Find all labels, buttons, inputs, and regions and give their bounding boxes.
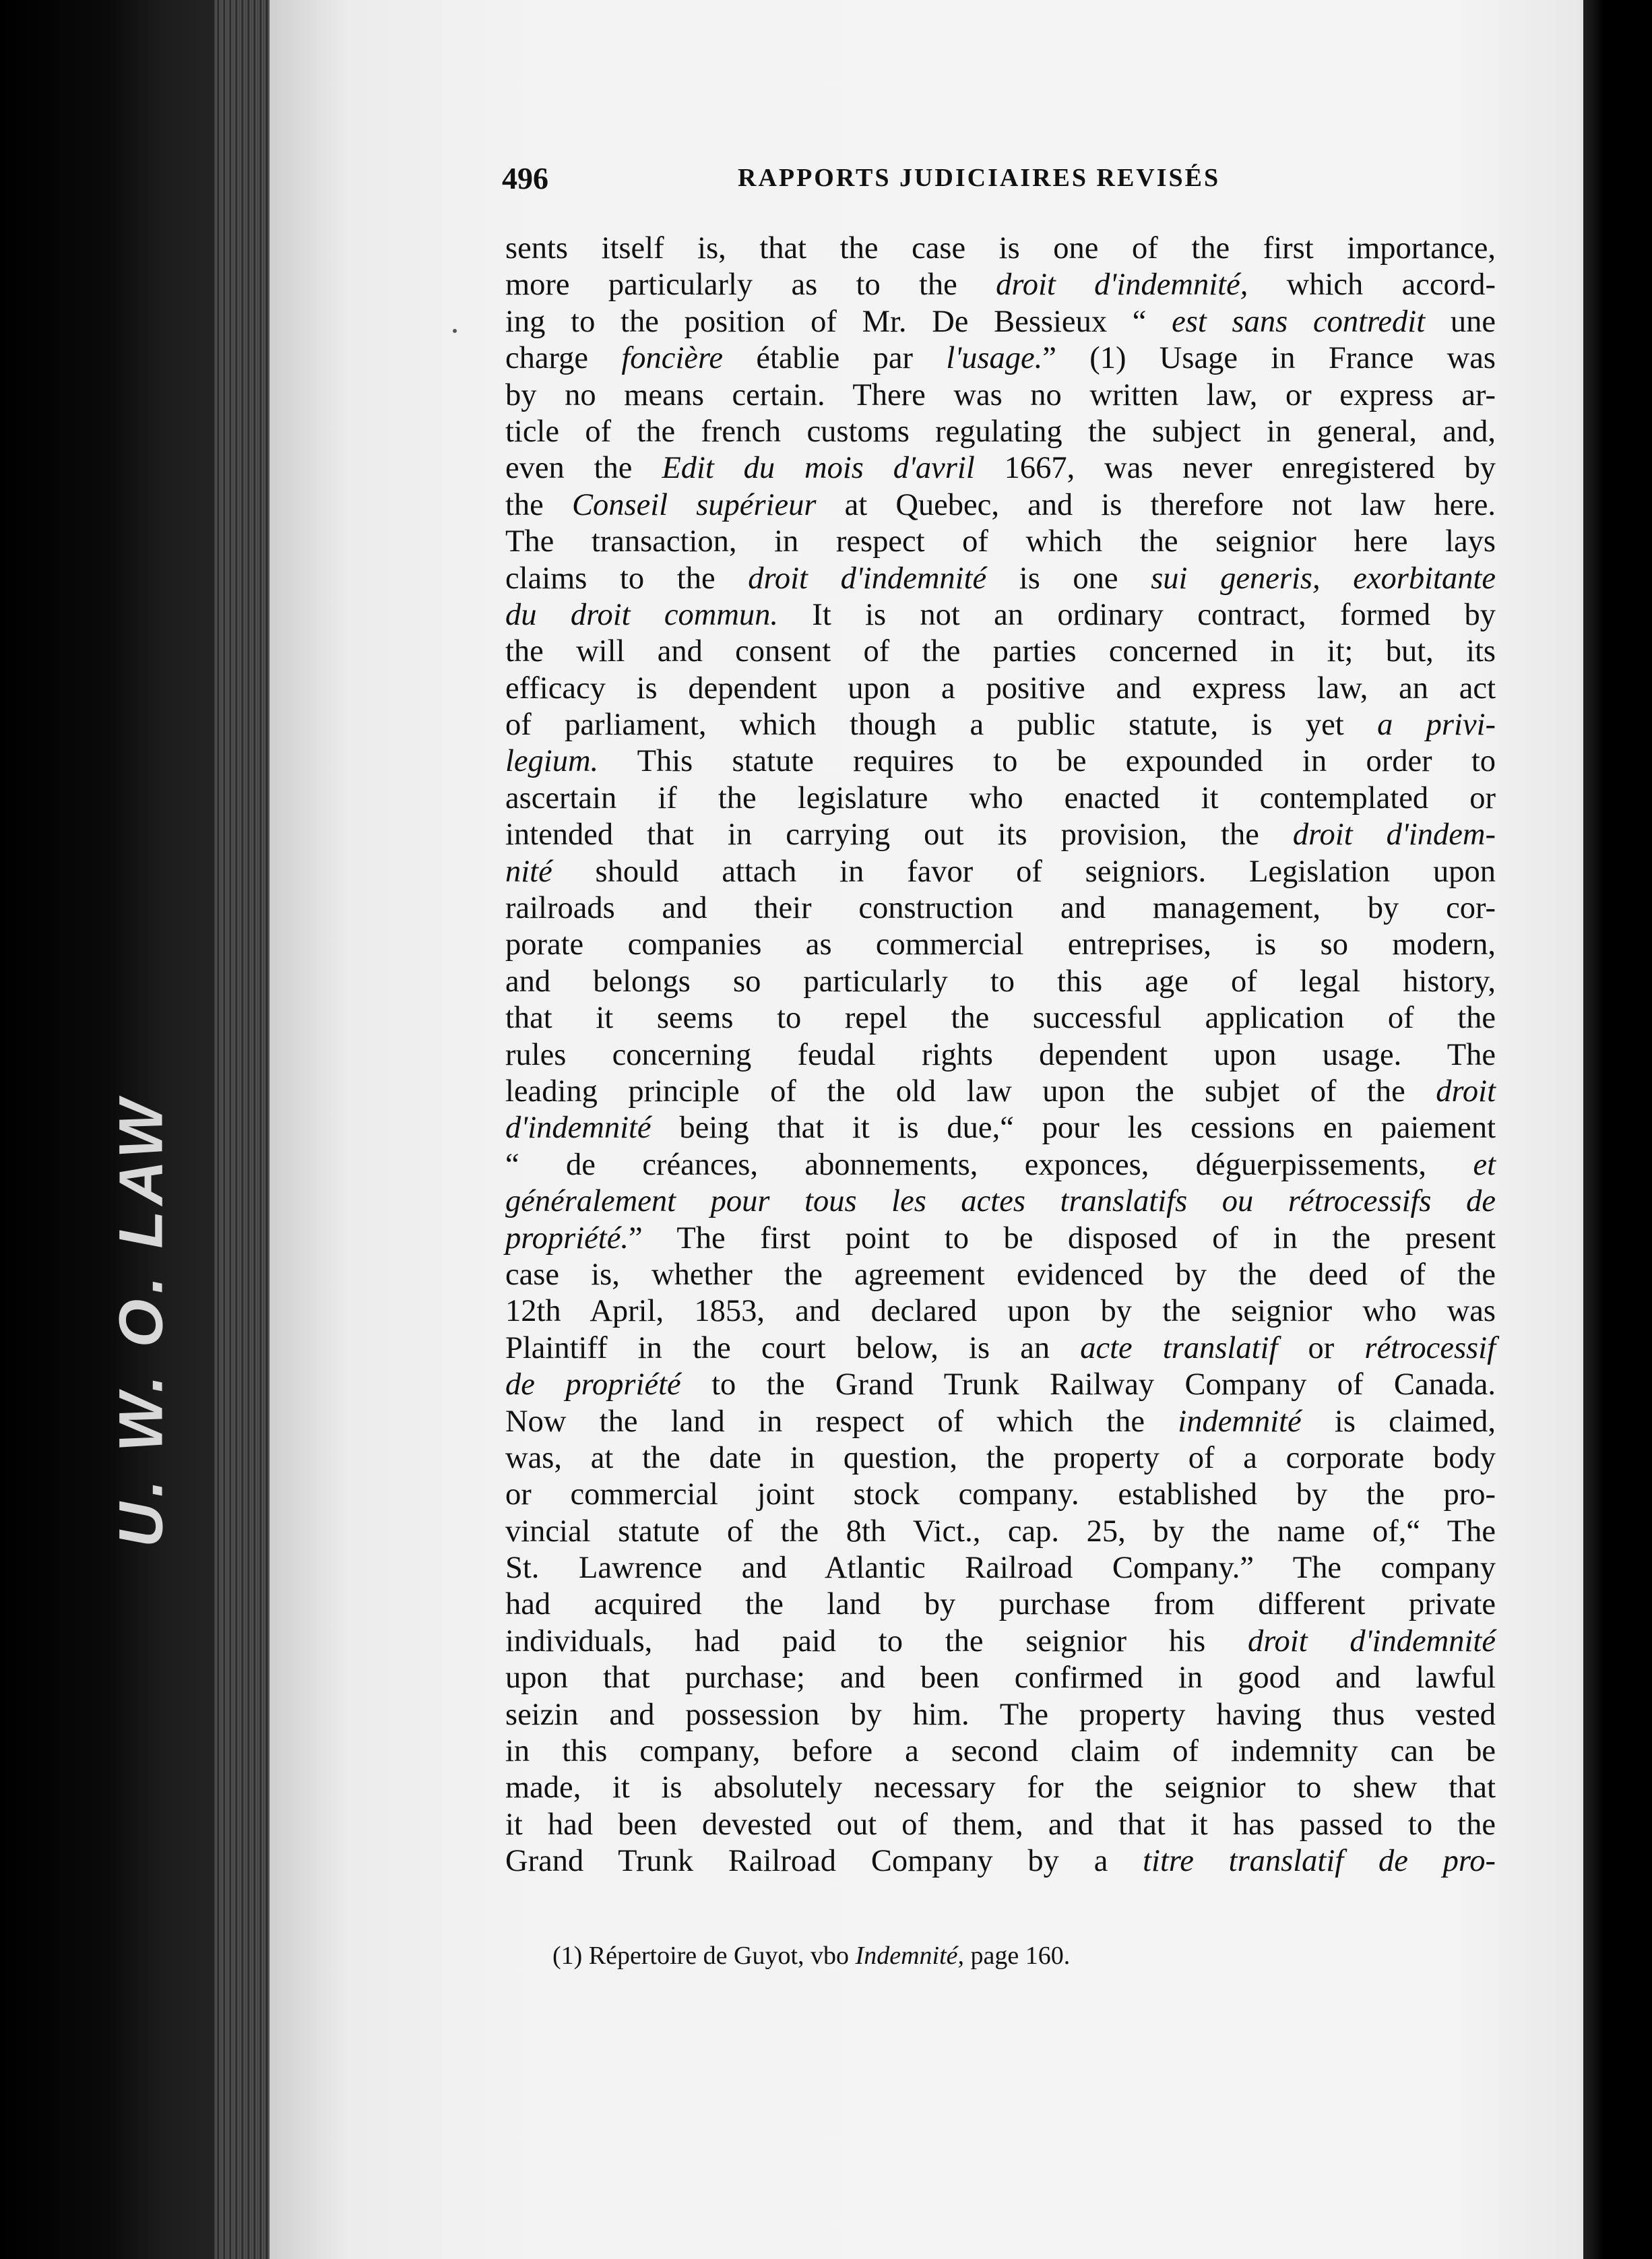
- text-run: to the Grand Trunk Railway Company of Canada.: [680, 1367, 1496, 1402]
- italic-run: Indemnité,: [855, 1942, 964, 1970]
- text-run: which accord-: [1248, 268, 1496, 303]
- italic-run: rétrocessif: [1364, 1330, 1496, 1365]
- text-line: [505, 743, 1496, 780]
- text-line: [505, 1586, 1496, 1623]
- text-run: ticle of the french customs regulating the subject in general, and,: [505, 414, 1496, 449]
- italic-run: droit d'indemnité: [748, 561, 987, 596]
- text-run: établie par: [723, 341, 947, 376]
- italic-run: de propriété: [505, 1367, 681, 1402]
- italic-run: nité: [505, 854, 552, 889]
- text-run: or commercial joint stock company. established by the pro-: [505, 1477, 1496, 1512]
- italic-run: et: [1473, 1147, 1496, 1182]
- text-line: [505, 1623, 1496, 1660]
- text-run: was, at the date in question, the property of a corporate body: [505, 1440, 1496, 1475]
- text-line: [505, 1110, 1496, 1146]
- text-run: ing to the position of Mr. De Bessieux “: [505, 304, 1172, 339]
- text-line: [505, 817, 1496, 853]
- text-line: [505, 964, 1496, 1000]
- text-run: The transaction, in respect of which the seignior here lays: [505, 524, 1496, 559]
- text-run: and belongs so particularly to this age of legal history,: [505, 964, 1496, 999]
- text-line: [505, 1807, 1496, 1843]
- text-run: claims to the: [505, 561, 749, 596]
- text-run: efficacy is dependent upon a positive and express law, an act: [505, 671, 1496, 706]
- text-run: had acquired the land by purchase from different private: [505, 1587, 1496, 1622]
- text-run: of parliament, which though a public statute, is yet: [505, 708, 1378, 743]
- text-run: Grand Trunk Railroad Company by a: [505, 1844, 1143, 1879]
- text-run: leading principle of the old law upon the subjet of the: [505, 1074, 1436, 1109]
- text-run: rules concerning feudal rights dependent upon usage. The: [505, 1037, 1496, 1072]
- text-run: ” (1) Usage in France was: [1042, 341, 1496, 376]
- text-line: [505, 524, 1496, 560]
- text-run: charge: [505, 341, 622, 376]
- footnote: [552, 1941, 1070, 1971]
- text-line: [505, 890, 1496, 927]
- text-run: is claimed,: [1301, 1404, 1496, 1439]
- text-line: [505, 1550, 1496, 1586]
- text-line: [505, 1404, 1496, 1440]
- text-run: une: [1425, 304, 1496, 339]
- text-run: intended that in carrying out its provision, the: [505, 817, 1293, 853]
- text-line: [505, 1074, 1496, 1110]
- text-run: or: [1277, 1330, 1365, 1365]
- margin-mark: [453, 329, 457, 333]
- italic-run: a privi-: [1377, 708, 1496, 743]
- italic-run: Conseil supérieur: [571, 487, 817, 522]
- text-run: 12th April, 1853, and declared upon by the seignior who was: [505, 1294, 1496, 1329]
- text-line: [505, 707, 1496, 743]
- text-line: [505, 1220, 1496, 1257]
- page-edges: [214, 0, 272, 2259]
- italic-run: sui generis, exorbitante: [1151, 561, 1496, 596]
- text-line: [505, 1367, 1496, 1403]
- italic-run: indemnité: [1178, 1404, 1302, 1439]
- text-run: seizin and possession by him. The property having thus vested: [505, 1697, 1496, 1732]
- text-line: [505, 340, 1496, 377]
- text-line: [505, 671, 1496, 707]
- text-run: the will and consent of the parties concerned in it; but, its: [505, 634, 1496, 669]
- page-header: [502, 160, 1499, 201]
- text-run: that it seems to repel the successful application of the: [505, 1001, 1496, 1036]
- text-line: [505, 450, 1496, 487]
- text-line: [505, 927, 1496, 963]
- text-run: in this company, before a second claim of indemnity can be: [505, 1734, 1496, 1769]
- spine-label: U. W. O. LAW: [106, 1094, 176, 1547]
- text-line: [505, 1514, 1496, 1550]
- italic-run: droit: [1436, 1074, 1496, 1109]
- text-run: being that it is due,“ pour les cessions en paiement: [651, 1111, 1496, 1146]
- text-run: Plaintiff in the court below, is an: [505, 1330, 1081, 1365]
- italic-run: d'indemnité: [505, 1111, 652, 1146]
- text-line: [505, 1733, 1496, 1770]
- text-run: Now the land in respect of which the: [505, 1404, 1178, 1439]
- text-run: it had been devested out of them, and that it has passed to the: [505, 1807, 1496, 1842]
- italic-run: droit d'indemnité,: [996, 268, 1248, 303]
- text-line: [505, 377, 1496, 414]
- text-run: made, it is absolutely necessary for the seignior to shew that: [505, 1770, 1496, 1805]
- text-run: even the: [505, 451, 662, 486]
- text-line: [505, 1183, 1496, 1220]
- italic-run: acte translatif: [1080, 1330, 1278, 1365]
- italic-run: propriété.: [505, 1220, 629, 1256]
- text-line: [505, 633, 1496, 670]
- italic-run: l'usage.: [946, 341, 1043, 376]
- text-line: [505, 780, 1496, 817]
- text-line: [505, 1293, 1496, 1330]
- text-line: [505, 1843, 1496, 1880]
- text-line: [505, 1477, 1496, 1513]
- text-run: porate companies as commercial entreprises, is so modern,: [505, 927, 1496, 962]
- text-run: by no means certain. There was no written law, or express ar-: [505, 377, 1496, 412]
- text-run: It is not an ordinary contract, formed by: [778, 597, 1496, 632]
- text-line: [505, 1330, 1496, 1367]
- italic-run: du droit commun.: [505, 597, 779, 632]
- text-line: [505, 1660, 1496, 1696]
- text-run: sents itself is, that the case is one of the first importance,: [505, 231, 1496, 266]
- text-run: should attach in favor of seigniors. Legislation upon: [552, 854, 1496, 889]
- text-run: ” The first point to be disposed of in the present: [628, 1220, 1496, 1256]
- text-line: [505, 230, 1496, 267]
- text-run: more particularly as to the: [505, 268, 996, 303]
- text-run: is one: [986, 561, 1151, 596]
- italic-run: droit d'indem-: [1292, 817, 1496, 853]
- text-run: This statute requires to be expounded in order to: [598, 744, 1496, 779]
- text-run: individuals, had paid to the seignior his: [505, 1623, 1248, 1659]
- text-run: (1) Répertoire de Guyot, vbo: [552, 1942, 856, 1970]
- text-line: [505, 304, 1496, 340]
- italic-run: droit d'indemnité: [1247, 1623, 1496, 1659]
- text-run: “ de créances, abonnements, exponces, déguerpissements,: [505, 1147, 1473, 1182]
- text-run: page 160.: [964, 1942, 1071, 1970]
- text-line: [505, 1000, 1496, 1036]
- text-line: [505, 1257, 1496, 1293]
- text-line: [505, 414, 1496, 450]
- text-run: upon that purchase; and been confirmed in good and lawful: [505, 1661, 1496, 1696]
- italic-run: généralement pour tous les actes translatifs ou rétrocessifs de: [505, 1184, 1496, 1219]
- text-line: [505, 597, 1496, 633]
- italic-run: foncière: [621, 341, 724, 376]
- text-run: ascertain if the legislature who enacted it contemplated or: [505, 780, 1496, 815]
- italic-run: legium.: [505, 744, 599, 779]
- page-right-edge: [1583, 0, 1652, 2259]
- text-run: case is, whether the agreement evidenced by the deed of the: [505, 1257, 1496, 1292]
- text-run: St. Lawrence and Atlantic Railroad Company.” The company: [505, 1551, 1496, 1586]
- text-line: [505, 1440, 1496, 1477]
- italic-run: Edit du mois d'avril: [662, 451, 975, 486]
- text-line: [505, 1770, 1496, 1806]
- italic-run: est sans contredit: [1172, 304, 1426, 339]
- page-number: 496: [502, 161, 548, 195]
- text-line: [505, 267, 1496, 303]
- text-run: vincial statute of the 8th Vict., cap. 25, by the name of,“ The: [505, 1514, 1496, 1549]
- running-title: RAPPORTS JUDICIAIRES REVISÉS: [738, 164, 1221, 192]
- text-line: [505, 487, 1496, 524]
- text-line: [505, 1147, 1496, 1183]
- text-line: [505, 1697, 1496, 1733]
- text-run: at Quebec, and is therefore not law here.: [816, 487, 1496, 522]
- text-run: railroads and their construction and management, by cor-: [505, 891, 1496, 926]
- text-line: [505, 854, 1496, 890]
- italic-run: titre translatif de pro-: [1143, 1844, 1496, 1879]
- text-run: the: [505, 487, 572, 522]
- text-run: 1667, was never enregistered by: [974, 451, 1496, 486]
- text-line: [505, 1037, 1496, 1074]
- body-text: [505, 230, 1496, 1880]
- text-line: [505, 561, 1496, 597]
